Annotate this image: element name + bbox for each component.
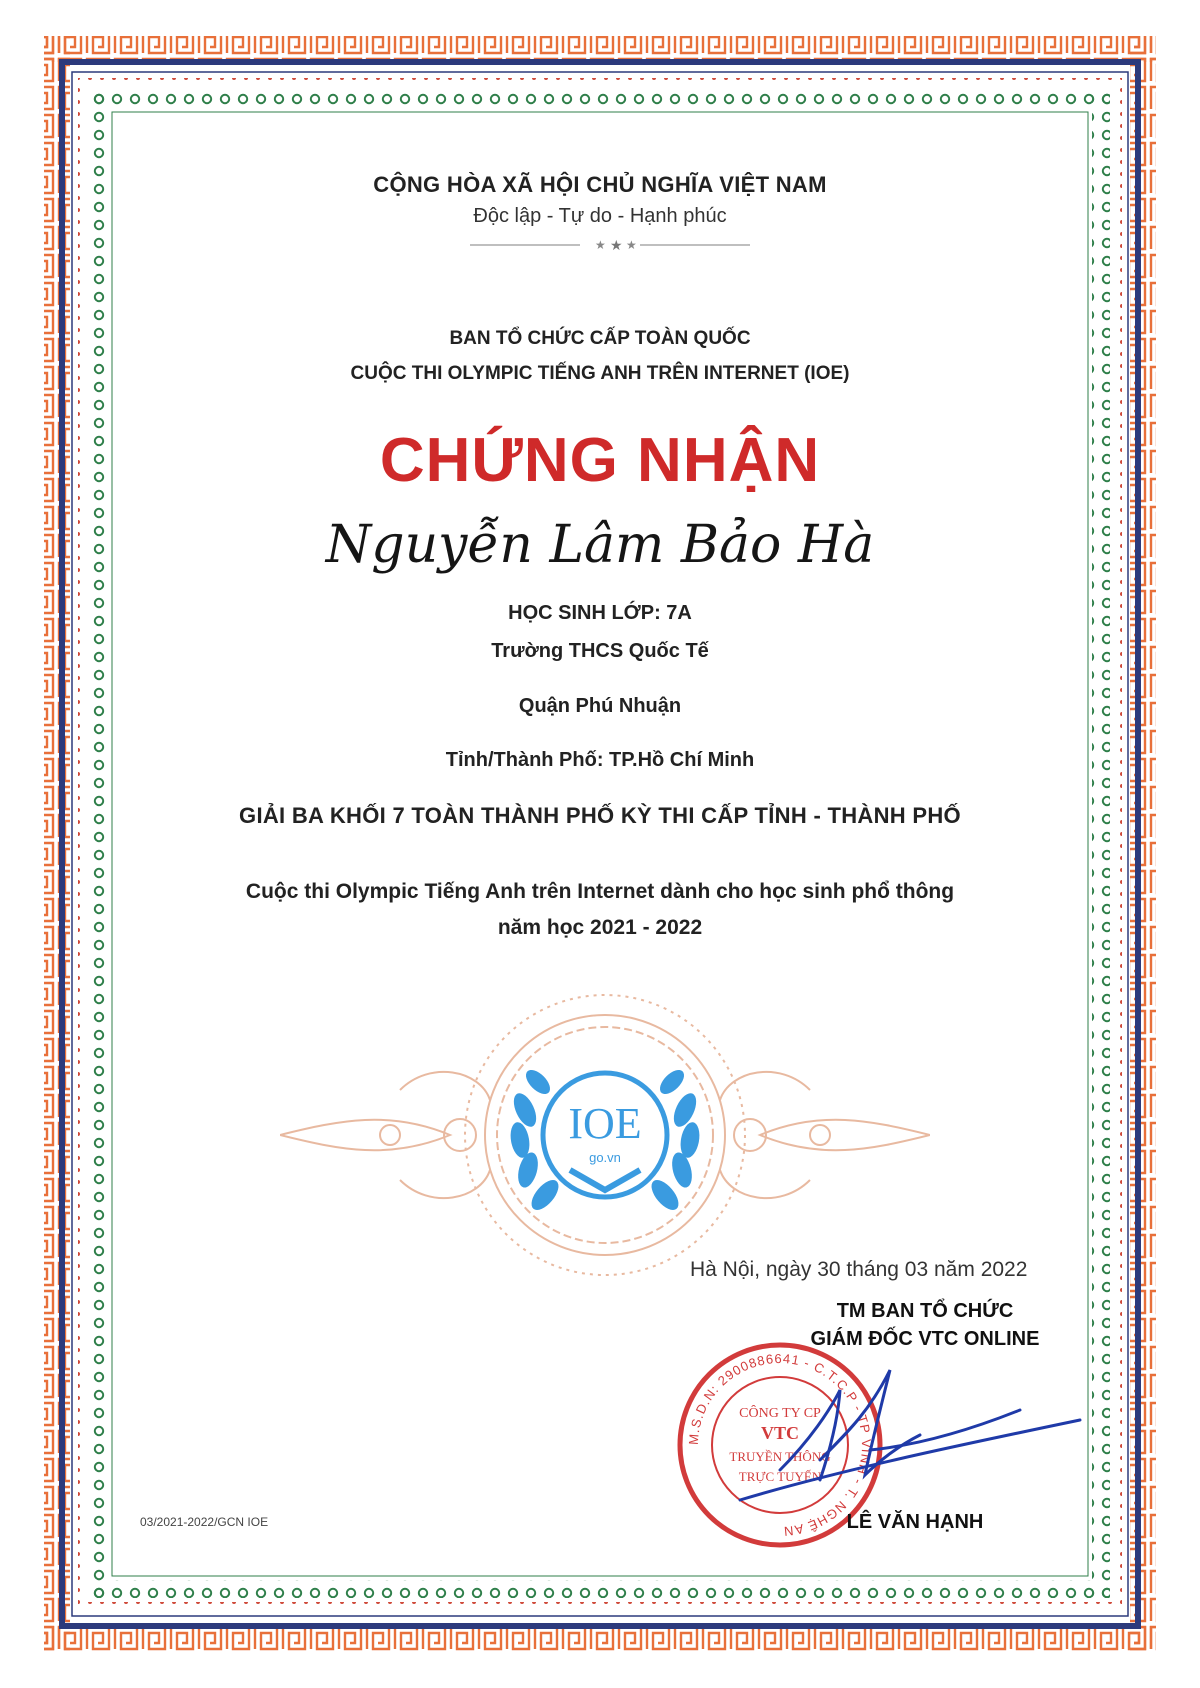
svg-text:★: ★ <box>610 238 623 253</box>
contest-line-1: Cuộc thi Olympic Tiếng Anh trên Internet dành cho học sinh phổ thông <box>245 880 955 903</box>
school-name: Trường THCS Quốc Tế <box>491 640 709 662</box>
star-divider <box>470 237 750 253</box>
organizer-line-2: CUỘC THI OLYMPIC TIẾNG ANH TRÊN INTERNET (IOE) <box>350 363 850 384</box>
stamp-text-2: VTC <box>760 1423 800 1443</box>
award-text: GIẢI BA KHỐI 7 TOÀN THÀNH PHỐ KỲ THI CẤP TỈNH - THÀNH PHỐ <box>239 803 961 828</box>
organizer-line-1: BAN TỔ CHỨC CẤP TOÀN QUỐC <box>449 328 751 349</box>
recipient-name: Nguyễn Lâm Bảo Hà <box>325 515 875 575</box>
contest-line-2: năm học 2021 - 2022 <box>497 916 703 939</box>
ioe-emblem <box>280 990 930 1280</box>
ioe-logo-subtext: go.vn <box>589 1150 621 1165</box>
signer-role-1: TM BAN TỔ CHỨC <box>836 1300 1014 1322</box>
motto: Độc lập - Tự do - Hạnh phúc <box>473 205 727 227</box>
svg-text:★: ★ <box>626 238 637 252</box>
class-line: HỌC SINH LỚP: 7A <box>508 602 692 624</box>
svg-text:★: ★ <box>595 238 606 252</box>
ioe-logo-text: IOE <box>568 1099 642 1148</box>
reference-code: 03/2021-2022/GCN IOE <box>140 1515 269 1529</box>
province: Tỉnh/Thành Phố: TP.Hồ Chí Minh <box>445 749 755 771</box>
signer-name: LÊ VĂN HẠNH <box>846 1511 984 1533</box>
stamp-text-1: CÔNG TY CP <box>739 1406 821 1421</box>
nation-heading: CỘNG HÒA XÃ HỘI CHỦ NGHĨA VIỆT NAM <box>373 172 827 197</box>
stamp-ring-text: M.S.D.N: 2900886641 - C.T.C.P - TP VINH - T. NGHỆ AN <box>685 1350 875 1540</box>
handwritten-signature <box>720 1350 1090 1520</box>
stamp-text-4: TRỰC TUYẾN <box>738 1469 822 1484</box>
signer-role-2: GIÁM ĐỐC VTC ONLINE <box>810 1328 1040 1350</box>
stamp-text-3: TRUYỀN THÔNG <box>729 1449 831 1464</box>
certificate-title: CHỨNG NHẬN <box>379 426 821 495</box>
district: Quận Phú Nhuận <box>518 695 682 717</box>
issue-date: Hà Nội, ngày 30 tháng 03 năm 2022 <box>690 1258 1028 1281</box>
